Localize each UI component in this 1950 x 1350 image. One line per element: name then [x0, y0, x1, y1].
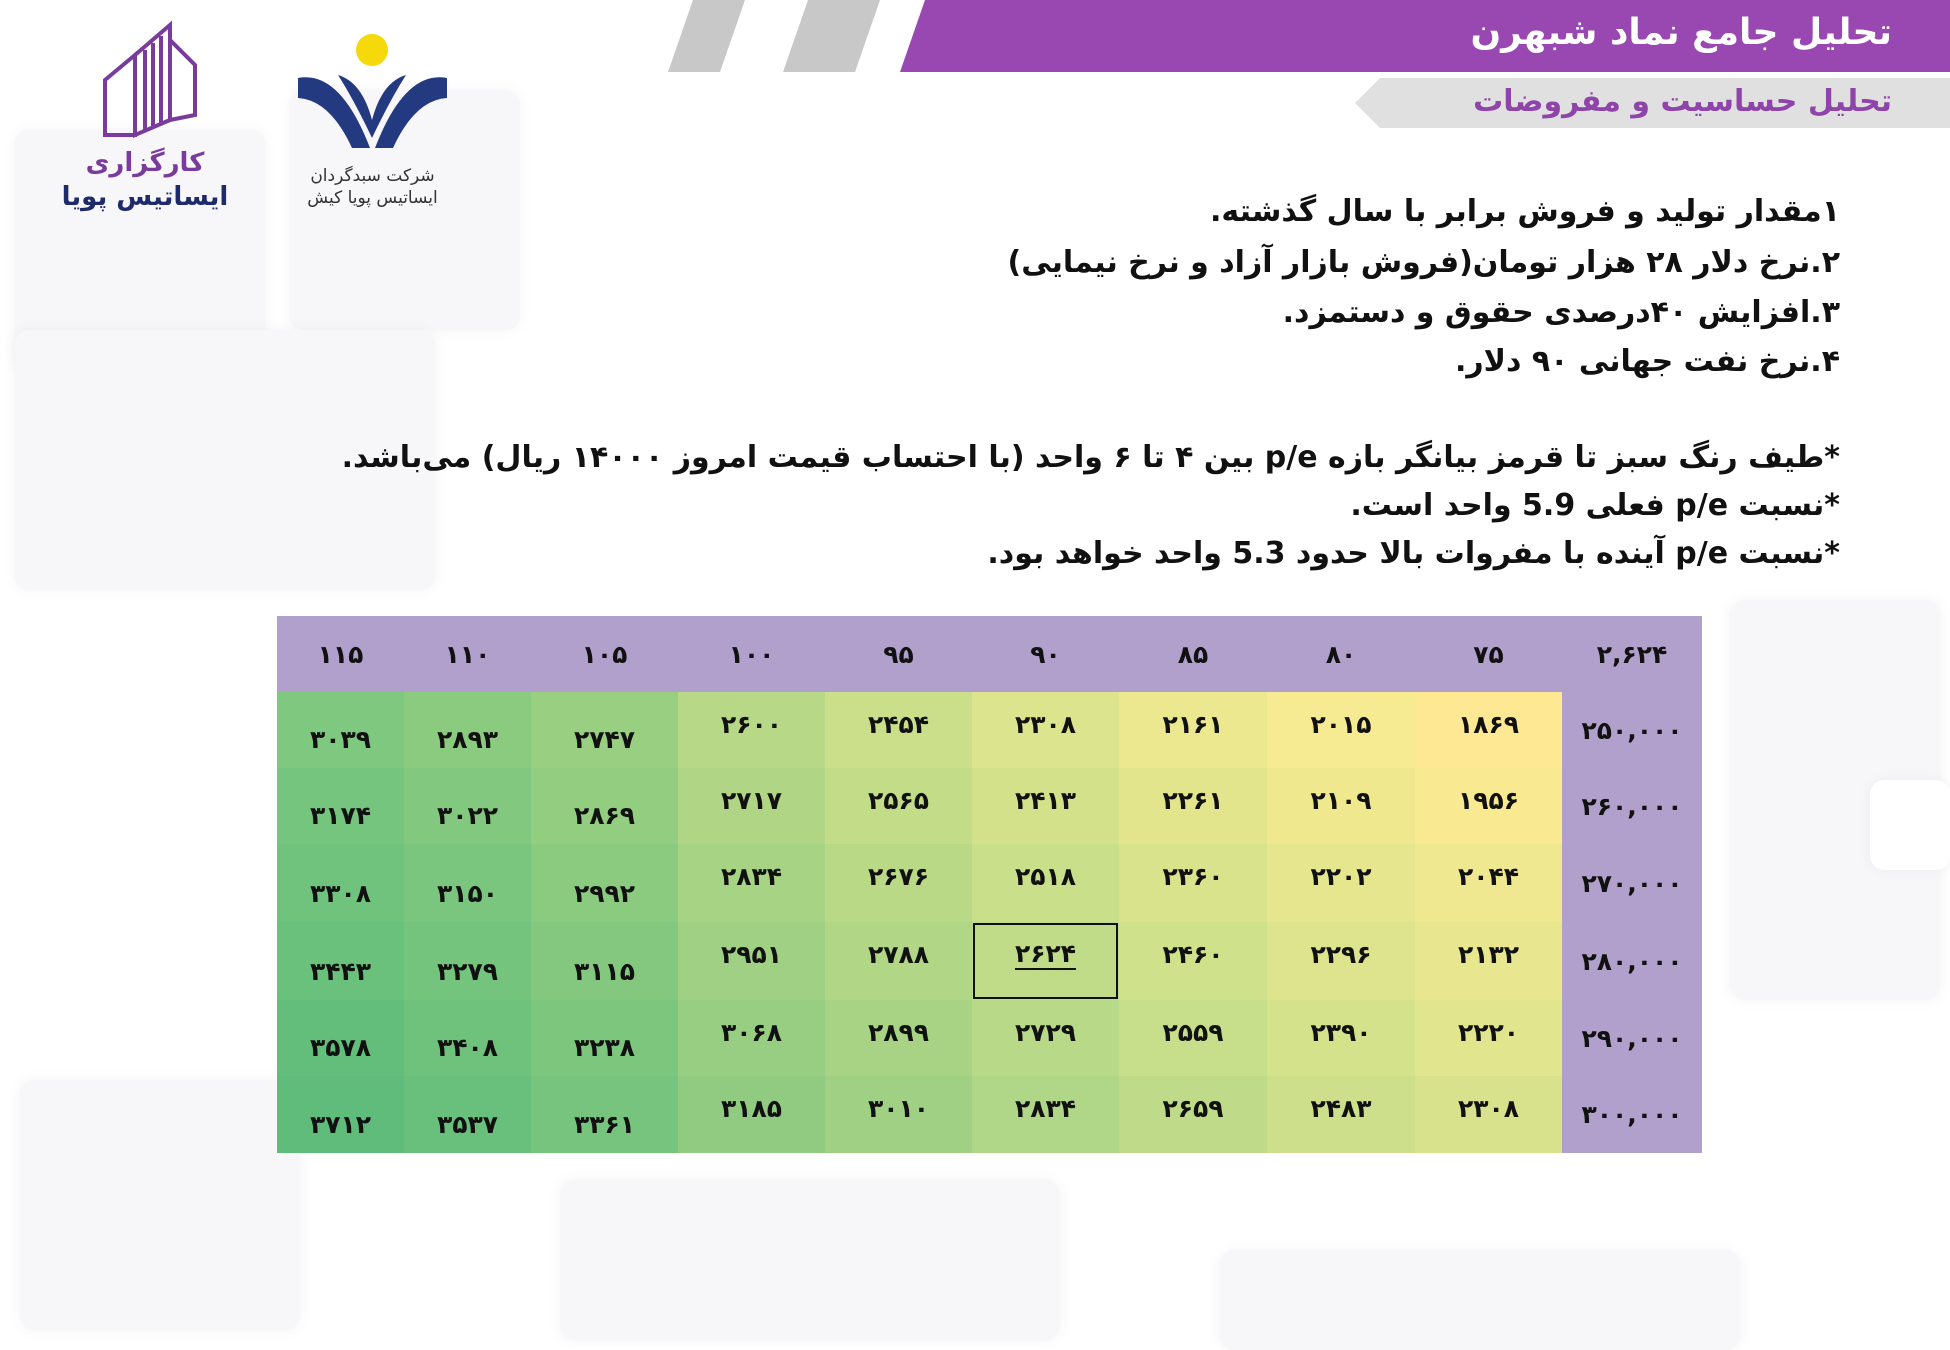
highlighted-value: ۲۶۲۴ [1014, 939, 1077, 968]
table-cell: ۲۷۸۸ [825, 922, 972, 1000]
table-cell: ۲۳۹۰ [1267, 1000, 1415, 1076]
table-cell: ۳۰۱۰ [825, 1076, 972, 1153]
asset-management-logo-line2: ایساتیس پویا کیش [307, 188, 438, 208]
table-cell: ۲۱۳۲ [1415, 922, 1562, 1000]
table-cell: ۲۰۴۴ [1415, 844, 1562, 922]
table-cell: ۲۷۱۷ [678, 768, 825, 844]
table-cell: ۲۳۶۰ [1119, 844, 1267, 922]
table-cell: ۲۶۷۶ [825, 844, 972, 922]
table-cell: ۲۱۶۱ [1119, 692, 1267, 768]
table-cell: ۲۱۰۹ [1267, 768, 1415, 844]
table-cell: ۲۸۳۴ [972, 1076, 1119, 1153]
note-future-pe: *نسبت p/e آینده با مفروات بالا حدود 5.3 واحد خواهد بود. [987, 536, 1840, 571]
row-header: ۳۰۰,۰۰۰ [1562, 1076, 1702, 1153]
col-header: ۱۰۵ [531, 616, 678, 692]
table-cell: ۳۵۷۸ [277, 1000, 404, 1076]
page-subtitle: تحلیل حساسیت و مفروضات [1473, 84, 1892, 119]
table-cell: ۳۴۴۳ [277, 922, 404, 1000]
table-cell: ۳۱۸۵ [678, 1076, 825, 1153]
assumption-4: ۴.نرخ نفت جهانی ۹۰ دلار. [1455, 344, 1840, 379]
table-cell: ۲۰۱۵ [1267, 692, 1415, 768]
row-header: ۲۸۰,۰۰۰ [1562, 922, 1702, 1000]
col-header: ۱۰۰ [678, 616, 825, 692]
table-corner: ۲,۶۲۴ [1562, 616, 1702, 692]
brokerage-logo-line1: کارگزاری [85, 148, 205, 178]
row-header: ۲۷۰,۰۰۰ [1562, 844, 1702, 922]
background-tile [560, 1180, 1060, 1340]
note-current-pe: *نسبت p/e فعلی 5.9 واحد است. [1350, 488, 1840, 523]
table-cell: ۳۲۳۸ [531, 1000, 678, 1076]
asset-management-logo-icon [290, 30, 455, 160]
assumption-3: ۳.افزایش ۴۰درصدی حقوق و دستمزد. [1282, 295, 1840, 330]
col-header: ۸۵ [1119, 616, 1267, 692]
col-header: ۸۰ [1267, 616, 1415, 692]
brokerage-logo-line2: ایساتیس پویا [61, 182, 229, 212]
col-header: ۹۵ [825, 616, 972, 692]
table-cell: ۲۸۹۹ [825, 1000, 972, 1076]
background-tile [1220, 1250, 1740, 1350]
table-cell: ۳۳۶۱ [531, 1076, 678, 1153]
table-cell-highlighted [972, 922, 1119, 1000]
table-cell: ۲۶۵۹ [1119, 1076, 1267, 1153]
table-cell: ۲۵۵۹ [1119, 1000, 1267, 1076]
table-cell: ۲۴۵۴ [825, 692, 972, 768]
row-header: ۲۵۰,۰۰۰ [1562, 692, 1702, 768]
note-color-scale: *طیف رنگ سبز تا قرمز بیانگر بازه p/e بین ۴ تا ۶ واحد (با احتساب قیمت امروز ۱۴۰۰۰ ریال) می‌باشد. [341, 440, 1840, 475]
table-cell: ۲۹۵۱ [678, 922, 825, 1000]
brokerage-logo-icon [95, 10, 205, 145]
col-header: ۱۱۰ [404, 616, 531, 692]
table-cell: ۳۷۱۲ [277, 1076, 404, 1153]
background-tile [20, 1080, 300, 1330]
table-cell: ۲۳۰۸ [1415, 1076, 1562, 1153]
sensitivity-table [277, 616, 1702, 1153]
table-cell: ۲۴۱۳ [972, 768, 1119, 844]
assumption-1: ۱مقدار تولید و فروش برابر با سال گذشته. [1210, 194, 1840, 229]
table-cell: ۲۶۰۰ [678, 692, 825, 768]
table-cell: ۲۵۶۵ [825, 768, 972, 844]
table-cell: ۳۴۰۸ [404, 1000, 531, 1076]
background-tile [1870, 780, 1950, 870]
highlight-box [973, 923, 1118, 999]
col-header: ۹۰ [972, 616, 1119, 692]
table-cell: ۲۲۶۱ [1119, 768, 1267, 844]
table-cell: ۲۸۶۹ [531, 768, 678, 844]
table-cell: ۲۲۰۲ [1267, 844, 1415, 922]
table-cell: ۲۲۲۰ [1415, 1000, 1562, 1076]
asset-management-logo-line1: شرکت سبدگردان [310, 166, 435, 186]
table-cell: ۳۰۶۸ [678, 1000, 825, 1076]
row-header: ۲۶۰,۰۰۰ [1562, 768, 1702, 844]
col-header: ۷۵ [1415, 616, 1562, 692]
row-header: ۲۹۰,۰۰۰ [1562, 1000, 1702, 1076]
table-cell: ۲۷۲۹ [972, 1000, 1119, 1076]
table-cell: ۲۹۹۲ [531, 844, 678, 922]
table-cell: ۲۴۸۳ [1267, 1076, 1415, 1153]
table-cell: ۳۵۳۷ [404, 1076, 531, 1153]
table-cell: ۲۵۱۸ [972, 844, 1119, 922]
table-cell: ۲۷۴۷ [531, 692, 678, 768]
page-title: تحلیل جامع نماد شبهرن [1470, 12, 1892, 53]
col-header: ۱۱۵ [277, 616, 404, 692]
table-cell: ۲۳۰۸ [972, 692, 1119, 768]
table-cell: ۱۸۶۹ [1415, 692, 1562, 768]
table-cell: ۲۲۹۶ [1267, 922, 1415, 1000]
table-cell: ۳۰۲۲ [404, 768, 531, 844]
table-cell: ۳۲۷۹ [404, 922, 531, 1000]
table-cell: ۳۳۰۸ [277, 844, 404, 922]
table-cell: ۲۴۶۰ [1119, 922, 1267, 1000]
assumption-2: ۲.نرخ دلار ۲۸ هزار تومان(فروش بازار آزاد و نرخ نیمایی) [1007, 245, 1840, 280]
table-cell: ۲۸۳۴ [678, 844, 825, 922]
table-cell: ۱۹۵۶ [1415, 768, 1562, 844]
table-cell: ۲۸۹۳ [404, 692, 531, 768]
table-cell: ۳۰۳۹ [277, 692, 404, 768]
table-cell: ۳۱۵۰ [404, 844, 531, 922]
table-cell: ۳۱۱۵ [531, 922, 678, 1000]
table-cell: ۳۱۷۴ [277, 768, 404, 844]
